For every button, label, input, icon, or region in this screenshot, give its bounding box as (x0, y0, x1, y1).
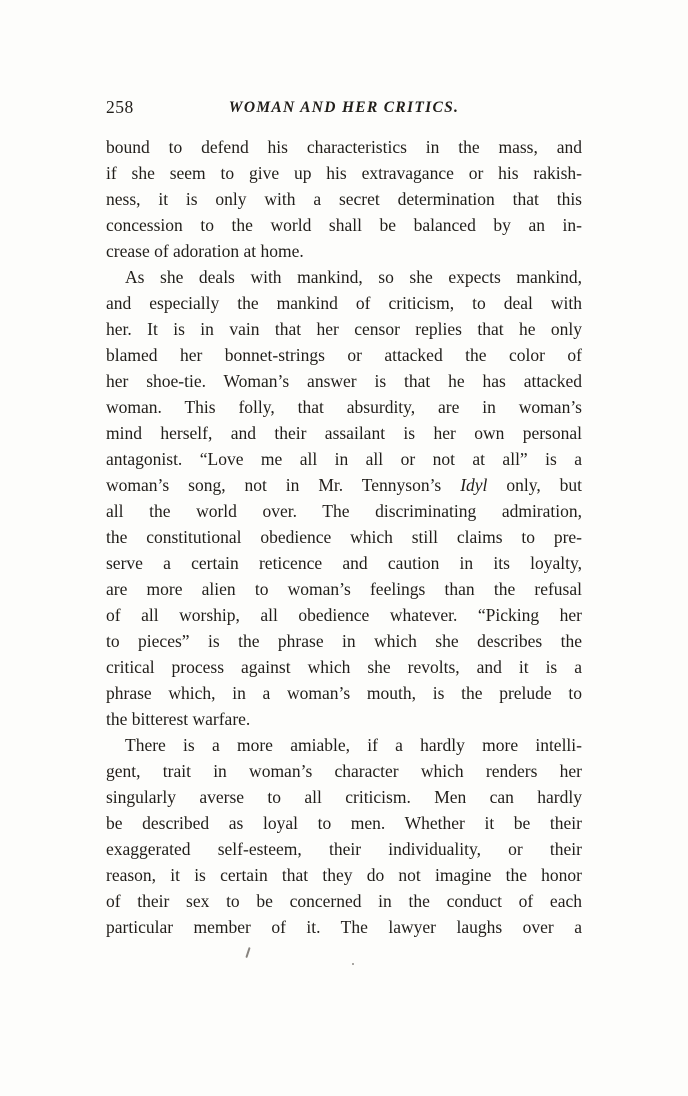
text-line (106, 810, 582, 836)
page-number: 258 (106, 97, 134, 117)
text-segment: ness, it is only with a secret determination that this (106, 189, 582, 209)
italic-text: Idyl (460, 475, 488, 495)
text-segment: woman. This folly, that absurdity, are in woman’s (106, 397, 582, 417)
text-segment: woman’s song, not in Mr. Tennyson’s (106, 475, 461, 495)
text-segment: reason, it is certain that they do not imagine the honor (106, 865, 582, 885)
text-block (106, 96, 582, 940)
text-segment: crease of adoration at home. (106, 241, 304, 261)
text-line (106, 550, 582, 576)
text-line (106, 186, 582, 212)
text-segment: all the world over. The discriminating admiration, (106, 501, 582, 521)
text-segment: mind herself, and their assailant is her own personal (106, 423, 582, 443)
text-line (106, 368, 582, 394)
text-line (106, 160, 582, 186)
text-segment: blamed her bonnet-strings or attacked the color of (106, 345, 582, 365)
text-segment: serve a certain reticence and caution in its loyalty, (106, 553, 582, 573)
text-line (106, 732, 582, 758)
text-line (106, 836, 582, 862)
text-line (106, 628, 582, 654)
text-line (106, 654, 582, 680)
text-segment: the constitutional obedience which still claims to pre- (106, 527, 582, 547)
text-segment: critical process against which she revolts, and it is a (106, 657, 582, 677)
text-line (106, 290, 582, 316)
page-body (106, 134, 582, 940)
text-line (106, 264, 582, 290)
text-segment: concession to the world shall be balanced by an in- (106, 215, 582, 235)
text-segment: only, but (487, 475, 582, 495)
text-line (106, 498, 582, 524)
text-segment: her shoe-tie. Woman’s answer is that he has attacked (106, 371, 582, 391)
text-segment: bound to defend his characteristics in the mass, and (106, 137, 582, 157)
text-line (106, 212, 582, 238)
text-segment: of their sex to be concerned in the conduct of each (106, 891, 582, 911)
text-line (106, 758, 582, 784)
running-head: WOMAN AND HER CRITICS. (228, 99, 460, 116)
text-segment: the bitterest warfare. (106, 709, 251, 729)
paragraph (106, 732, 582, 940)
text-segment: gent, trait in woman’s character which renders her (106, 761, 582, 781)
text-line (106, 862, 582, 888)
text-segment: particular member of it. The lawyer laughs over a (106, 917, 582, 937)
text-line (106, 576, 582, 602)
text-segment: of all worship, all obedience whatever. “Picking her (106, 605, 582, 625)
text-segment: As she deals with mankind, so she expects mankind, (125, 267, 582, 287)
text-line (106, 316, 582, 342)
text-segment: and especially the mankind of criticism, to deal with (106, 293, 582, 313)
paragraph (106, 264, 582, 732)
page-header (106, 96, 582, 119)
text-segment: be described as loyal to men. Whether it be their (106, 813, 582, 833)
text-segment: There is a more amiable, if a hardly more intelli- (125, 735, 582, 755)
text-segment: exaggerated self-esteem, their individuality, or their (106, 839, 582, 859)
text-line (106, 914, 582, 940)
text-line (106, 472, 582, 498)
text-line (106, 680, 582, 706)
text-line (106, 784, 582, 810)
text-line (106, 602, 582, 628)
text-segment: if she seem to give up his extravagance or his rakish- (106, 163, 582, 183)
text-line (106, 524, 582, 550)
scan-artifact-dot (352, 963, 354, 965)
text-line (106, 394, 582, 420)
text-segment: her. It is in vain that her censor replies that he only (106, 319, 582, 339)
text-line (106, 342, 582, 368)
text-line (106, 706, 582, 732)
text-line (106, 888, 582, 914)
text-line (106, 446, 582, 472)
text-segment: phrase which, in a woman’s mouth, is the prelude to (106, 683, 582, 703)
scan-artifact-stroke (245, 947, 250, 958)
text-line (106, 238, 582, 264)
text-segment: are more alien to woman’s feelings than the refusal (106, 579, 582, 599)
text-segment: singularly averse to all criticism. Men can hardly (106, 787, 582, 807)
text-segment: to pieces” is the phrase in which she describes the (106, 631, 582, 651)
text-line (106, 420, 582, 446)
paragraph (106, 134, 582, 264)
text-segment: antagonist. “Love me all in all or not at all” is a (106, 449, 582, 469)
text-line (106, 134, 582, 160)
